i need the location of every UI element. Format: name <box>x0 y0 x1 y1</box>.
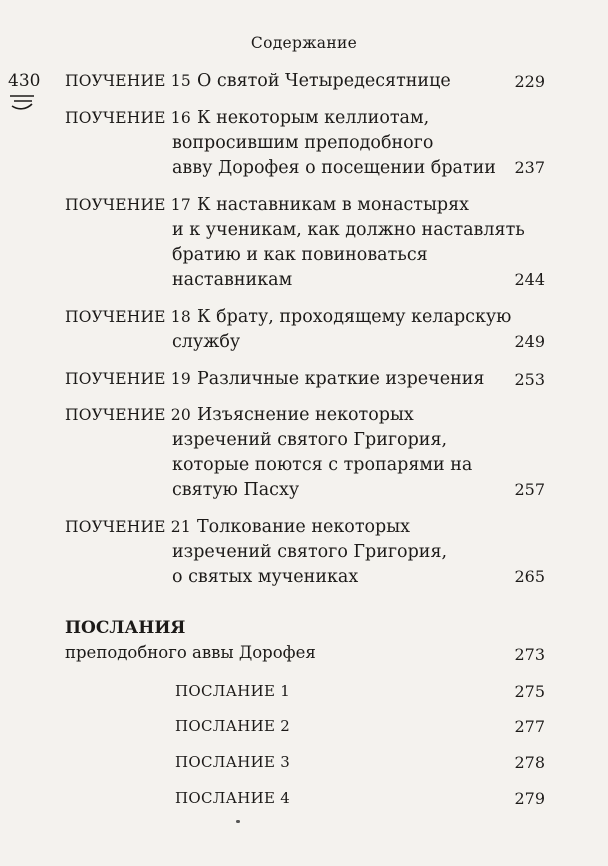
lesson-title-line: О святой Четыредесятнице <box>197 71 451 91</box>
lesson-title-line: Толкование некоторых <box>197 517 411 537</box>
lesson-title-line: К некоторым келлиотам, <box>197 108 430 128</box>
lesson-label: ПОУЧЕНИЕ 21 <box>65 518 191 536</box>
epistle-label: ПОСЛАНИЕ 4 <box>175 789 291 807</box>
section-subtitle: преподобного аввы Дорофея <box>65 643 316 662</box>
epistle-page: 275 <box>514 682 545 701</box>
lesson-title-line: изречений святого Григория, <box>172 542 448 562</box>
lesson-label: ПОУЧЕНИЕ 18 <box>65 308 191 326</box>
lesson-page: 229 <box>514 72 545 91</box>
lesson-page: 253 <box>514 370 545 389</box>
lesson-label: ПОУЧЕНИЕ 20 <box>65 406 191 424</box>
lesson-title-line: и к ученикам, как должно наставлять <box>172 220 525 240</box>
lesson-page: 257 <box>514 480 545 499</box>
lesson-label: ПОУЧЕНИЕ 15 <box>65 72 191 90</box>
lesson-title-line: о святых мучениках <box>172 567 359 587</box>
lesson-label: ПОУЧЕНИЕ 19 <box>65 370 191 388</box>
epistle-page: 279 <box>514 789 545 808</box>
page-number: 430 <box>8 71 41 91</box>
lesson-title-line: Изъяснение некоторых <box>197 405 414 425</box>
ornament-icon <box>8 92 36 112</box>
lesson-title-line: Различные краткие изречения <box>197 369 485 389</box>
lesson-page: 265 <box>514 567 545 586</box>
lesson-label: ПОУЧЕНИЕ 16 <box>65 109 191 127</box>
lesson-page: 237 <box>514 158 545 177</box>
lesson-page: 249 <box>514 332 545 351</box>
lesson-title-line: которые поются с тропарями на <box>172 455 473 475</box>
lesson-title-line: К наставникам в монастырях <box>197 195 470 215</box>
page-header: Содержание <box>250 34 358 52</box>
lesson-title-line: службу <box>172 332 241 352</box>
lesson-title-line: святую Пасху <box>172 480 300 500</box>
lesson-title-line: К брату, проходящему келарскую <box>197 307 512 327</box>
section-page: 273 <box>514 645 545 664</box>
lesson-title-line: братию и как повиноваться <box>172 245 428 265</box>
decorative-dot <box>236 820 240 823</box>
lesson-label: ПОУЧЕНИЕ 17 <box>65 196 191 214</box>
lesson-title-line: авву Дорофея о посещении братии <box>172 158 496 178</box>
lesson-title-line: вопросившим преподобного <box>172 133 434 153</box>
section-heading: ПОСЛАНИЯ <box>65 618 186 638</box>
epistle-label: ПОСЛАНИЕ 3 <box>175 753 291 771</box>
lesson-title-line: изречений святого Григория, <box>172 430 448 450</box>
epistle-label: ПОСЛАНИЕ 2 <box>175 717 291 735</box>
lesson-page: 244 <box>514 270 545 289</box>
lesson-title-line: наставникам <box>172 270 293 290</box>
epistle-page: 278 <box>514 753 545 772</box>
epistle-label: ПОСЛАНИЕ 1 <box>175 682 291 700</box>
epistle-page: 277 <box>514 717 545 736</box>
